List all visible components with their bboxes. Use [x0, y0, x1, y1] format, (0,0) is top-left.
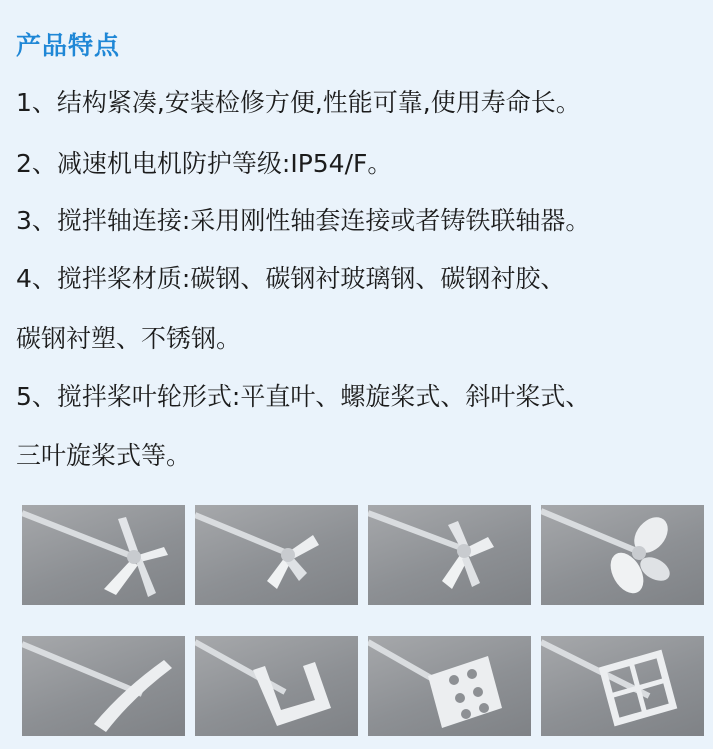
- impeller-photo-2: [195, 505, 358, 605]
- impeller-photo-6: [195, 636, 358, 736]
- impeller-photo-8: [541, 636, 704, 736]
- feature-line-4: 4、搅拌桨材质:碳钢、碳钢衬玻璃钢、碳钢衬胶、: [16, 264, 566, 293]
- feature-line-4-continued: 碳钢衬塑、不锈钢。: [16, 324, 242, 353]
- four-blade-flat-impeller-icon: [22, 505, 185, 605]
- impeller-photo-4: [541, 505, 704, 605]
- feature-line-3: 3、搅拌轴连接:采用刚性轴套连接或者铸铁联轴器。: [16, 206, 591, 235]
- perforated-plate-impeller-icon: [368, 636, 531, 736]
- four-blade-pitched-impeller-icon: [368, 505, 531, 605]
- curved-blade-impeller-icon: [22, 636, 185, 736]
- impeller-photo-3: [368, 505, 531, 605]
- propeller-impeller-icon: [541, 505, 704, 605]
- anchor-impeller-icon: [195, 636, 358, 736]
- impeller-gallery: [22, 505, 713, 749]
- impeller-photo-5: [22, 636, 185, 736]
- feature-line-5-continued: 三叶旋桨式等。: [16, 441, 192, 470]
- frame-impeller-icon: [541, 636, 704, 736]
- three-blade-pitched-impeller-icon: [195, 505, 358, 605]
- section-title: 产品特点: [16, 31, 121, 60]
- feature-line-2: 2、减速机电机防护等级:IP54/F。: [16, 149, 393, 178]
- feature-line-1: 1、结构紧凑,安装检修方便,性能可靠,使用寿命长。: [16, 88, 581, 117]
- impeller-photo-1: [22, 505, 185, 605]
- impeller-photo-7: [368, 636, 531, 736]
- feature-line-5: 5、搅拌桨叶轮形式:平直叶、螺旋桨式、斜叶桨式、: [16, 382, 591, 411]
